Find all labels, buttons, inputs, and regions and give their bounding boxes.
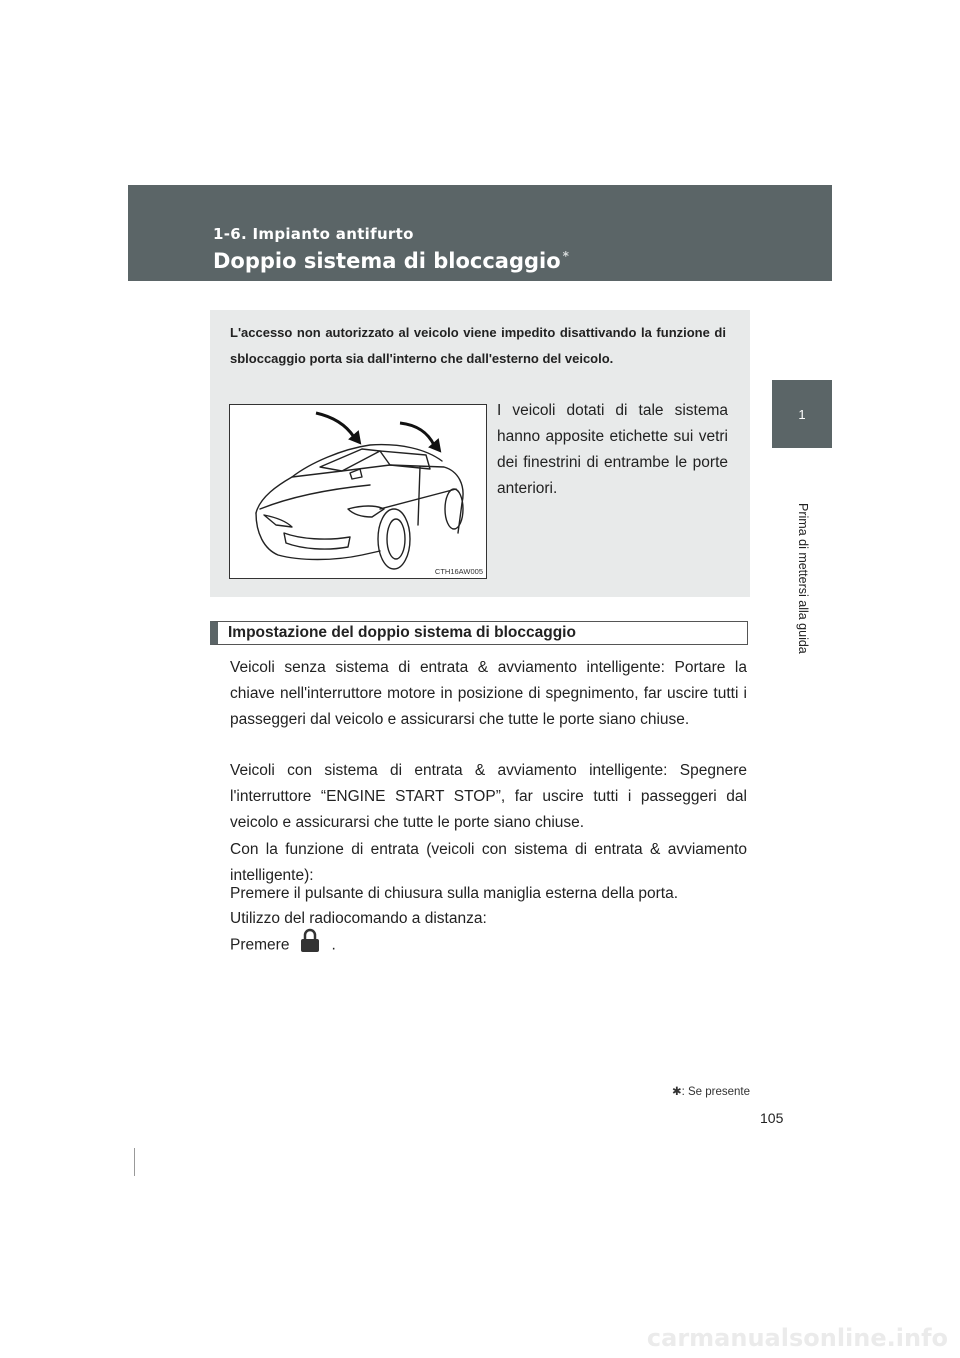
margin-tick (134, 1148, 135, 1176)
paragraph-no-smart-entry: Veicoli senza sistema di entrata & avviamento intelligente: Portare la chiave nell'interruttore motore in posizione di spegnimento, far uscire tutti i passeggeri dal veicolo e assicurarsi che tutte le porte siano chiuse. (230, 659, 747, 728)
page-title-text: Doppio sistema di bloccaggio (213, 249, 561, 273)
footnote: ✱: Se presente (671, 1086, 750, 1098)
paragraph-smart-entry: Veicoli con sistema di entrata & avviamento intelligente: Spegnere l'interruttore “ENGINE START STOP”, far uscire tutti i passeggeri dal veicolo e assicurarsi che tutte le porte siano chiuse. (230, 762, 747, 831)
car-drawing (230, 405, 486, 578)
lock-icon (299, 928, 321, 963)
intro-text: L'accesso non autorizzato al veicolo viene impedito disattivando la funzione di sbloccaggio porta sia dall'interno che dall'esterno del veicolo. (230, 325, 726, 366)
intro-box (210, 310, 750, 597)
chapter-number: 1 (798, 406, 806, 422)
chapter-tab[interactable] (772, 380, 832, 448)
press-end: . (331, 936, 336, 954)
paragraph-remote: Utilizzo del radiocomando a distanza: (230, 910, 487, 927)
subheading (210, 621, 748, 645)
subheading-text: Impostazione del doppio sistema di bloccaggio (228, 624, 576, 641)
figure-code: CTH16AW005 (434, 567, 483, 576)
press-line (230, 928, 336, 963)
page-title (213, 249, 569, 273)
label-note: I veicoli dotati di tale sistema hanno apposite etichette sui vetri dei finestrini di entrambe le porte anteriori. (497, 402, 728, 497)
header-band (128, 185, 832, 281)
press-word: Premere (230, 936, 290, 954)
car-illustration (229, 404, 487, 579)
paragraph-entry-function: Con la funzione di entrata (veicoli con sistema di entrata & avviamento intelligente): (230, 841, 747, 884)
watermark: carmanualsonline.info (646, 1324, 948, 1352)
chapter-label: Prima di mettersi alla guida (796, 503, 810, 654)
paragraph-lock-button: Premere il pulsante di chiusura sulla maniglia esterna della porta. (230, 885, 679, 902)
page-number: 105 (760, 1110, 784, 1126)
section-label: 1-6. Impianto antifurto (213, 225, 414, 243)
title-asterisk: * (562, 249, 569, 263)
